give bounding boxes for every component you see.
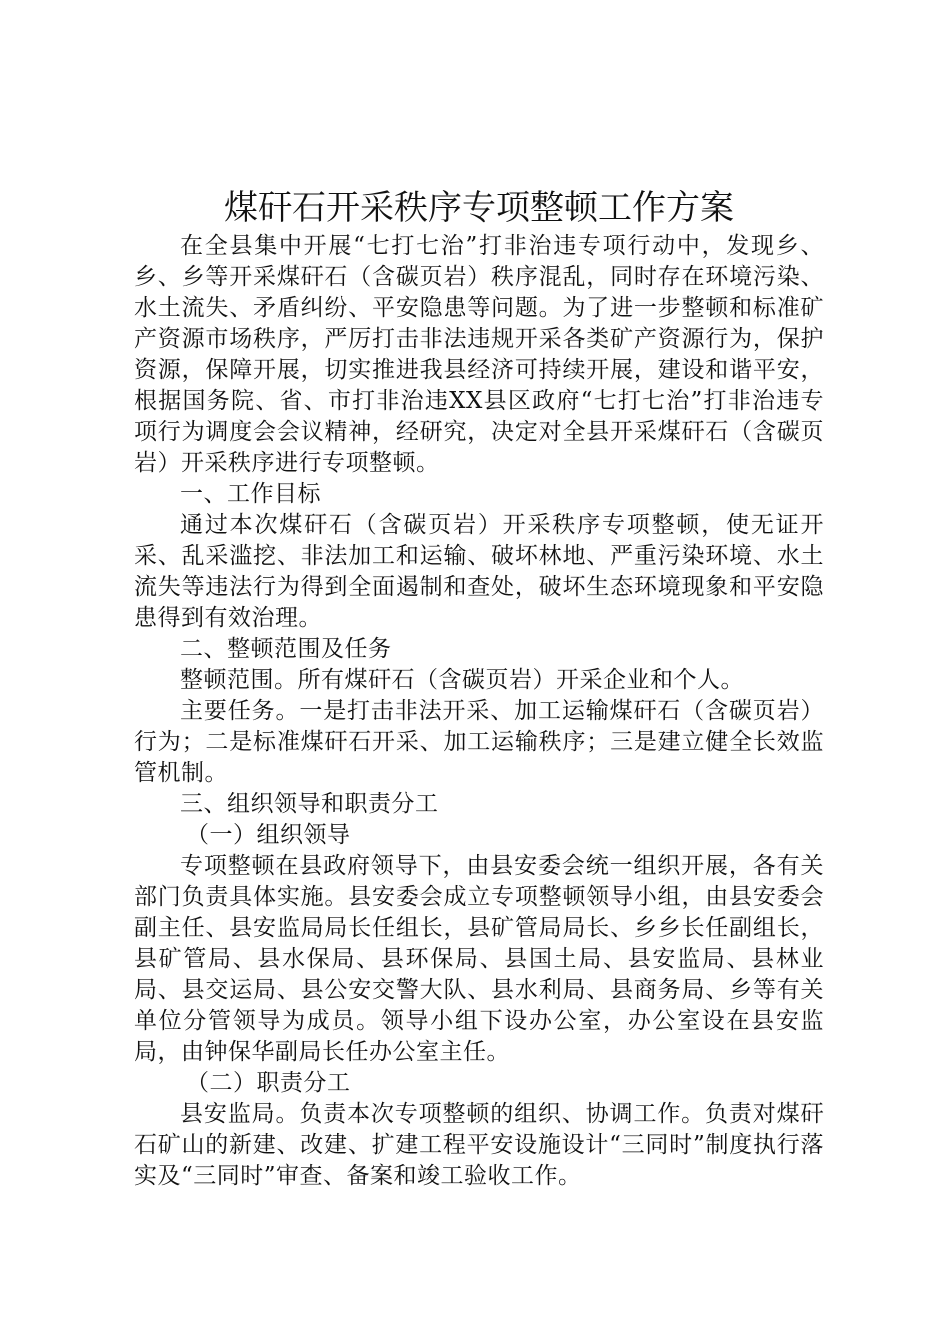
goals-paragraph: 通过本次煤矸石（含碳页岩）开采秩序专项整顿，使无证开采、乱采滥挖、非法加工和运输、破坏林地、严重污染环境、水土流失等违法行为得到全面遏制和查处，破坏生态环境现象和平安隐患得到有效治理。 [134, 512, 824, 631]
leadership-paragraph: 专项整顿在县政府领导下，由县安委会统一组织开展，各有关部门负责具体实施。县安委会成立专项整顿领导小组，由县安委会副主任、县安监局局长任组长，县矿管局局长、乡乡长任副组长，县矿管局、县水保局、县环保局、县国土局、县安监局、县林业局、县交运局、县公安交警大队、县水利局、县商务局、乡等有关单位分管领导为成员。领导小组下设办公室，办公室设在县安监局，由钟保华副局长任办公室主任。 [134, 853, 824, 1065]
section-heading-organization: 三、组织领导和职责分工 [180, 791, 439, 817]
section-heading-goals: 一、工作目标 [180, 481, 321, 507]
document-page [134, 185, 824, 1192]
section-heading-scope: 二、整顿范围及任务 [180, 636, 392, 662]
duties-paragraph: 县安监局。负责本次专项整顿的组织、协调工作。负责对煤矸石矿山的新建、改建、扩建工程平安设施设计“三同时”制度执行落实及“三同时”审查、备案和竣工验收工作。 [134, 1101, 824, 1189]
sub-heading-leadership: （一）组织领导 [186, 822, 351, 848]
sub-heading-duties: （二）职责分工 [186, 1070, 351, 1096]
intro-paragraph: 在全县集中开展“七打七治”打非治违专项行动中，发现乡、乡、乡等开采煤矸石（含碳页岩）秩序混乱，同时存在环境污染、水土流失、矛盾纠纷、平安隐患等问题。为了进一步整顿和标准矿产资源市场秩序，严厉打击非法违规开采各类矿产资源行为，保护资源，保障开展，切实推进我县经济可持续开展，建设和谐平安，根据国务院、省、市打非治违XX县区政府“七打七治”打非治违专项行为调度会会议精神，经研究，决定对全县开采煤矸石（含碳页岩）开采秩序进行专项整顿。 [134, 233, 824, 476]
tasks-paragraph: 主要任务。一是打击非法开采、加工运输煤矸石（含碳页岩）行为；二是标准煤矸石开采、加工运输秩序；三是建立健全长效监管机制。 [134, 698, 824, 786]
document-title: 煤矸石开采秩序专项整顿工作方案 [224, 188, 734, 228]
scope-paragraph: 整顿范围。所有煤矸石（含碳页岩）开采企业和个人。 [180, 667, 744, 693]
